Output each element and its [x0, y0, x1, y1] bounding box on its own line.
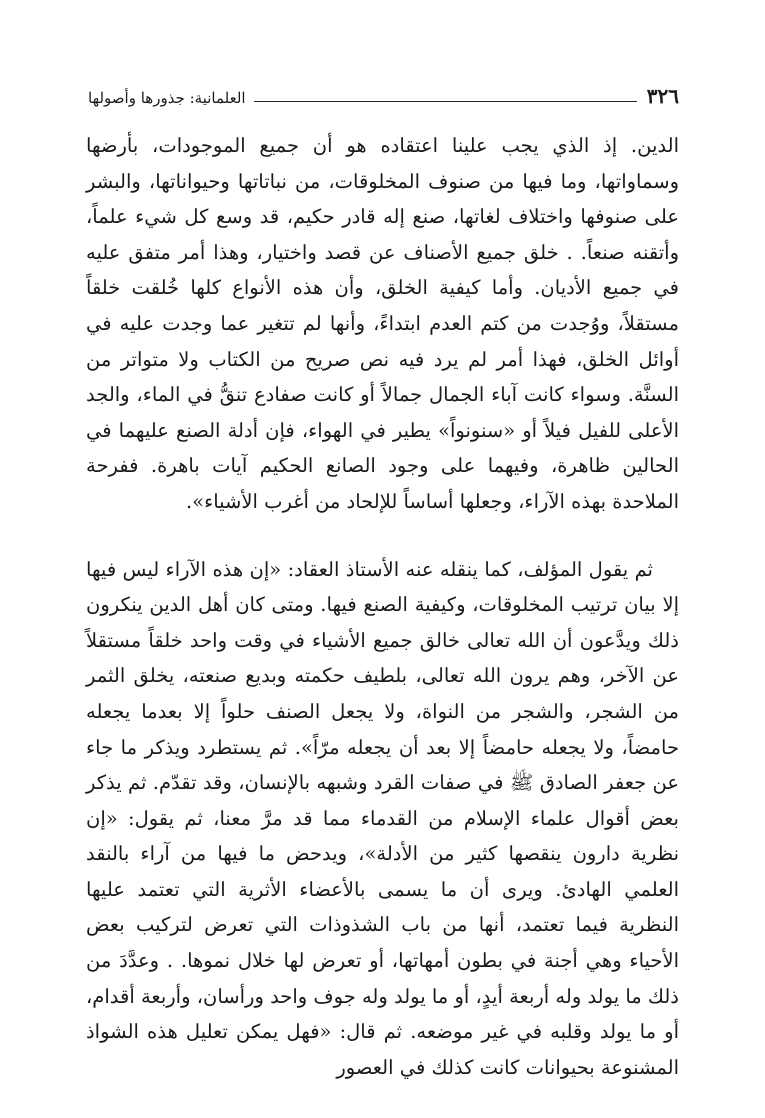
running-title: العلمانية: جذورها وأصولها: [88, 89, 246, 107]
page-number: ٣٢٦: [646, 84, 679, 108]
paragraph-2: ثم يقول المؤلف، كما ينقله عنه الأستاذ العقاد: «إن هذه الآراء ليس فيها إلا بيان ترتيب المخلوقات، وكيفية الصنع فيها. ومتى كان أهل الدين ينكرون ذلك ويدَّعون أن الله تعالى خالق جميع الأشياء في وقت واحد خلقاً مستقلاً عن الآخر، وهم يرون الله تعالى، بلطيف حكمته وبديع صنعته، يخلق الثمر من الشجر، والشجر من النواة، ولا يجعل الصنف حلواً إلا بعدما يجعله حامضاً، ولا يجعله حامضاً إلا بعد أن يجعله مرّاً». ثم يستطرد ويذكر ما جاء عن جعفر الصادق ﷺ في صفات القرد وشبهه بالإنسان، وقد تقدّم. ثم يذكر بعض أقوال علماء الإسلام من القدماء مما قد مرَّ معنا، ثم يقول: «إن نظرية دارون ينقصها كثير من الأدلة»، ويدحض ما فيها من آراء بالنقد العلمي الهادئ. ويرى أن ما يسمى بالأعضاء الأثرية التي تعتمد عليها النظرية فيما تعتمد، أنها من باب الشذوذات التي تعرض لتركيب بعض الأحياء وهي أجنة في بطون أمهاتها، أو تعرض لها خلال نموها. . وعدَّدَ من ذلك ما يولد وله أربعة أيدٍ، أو ما يولد وله جوف واحد ورأسان، وأربعة أقدام، أو ما يولد وقلبه في غير موضعه. ثم قال: «فهل يمكن تعليل هذه الشواذ المشنوعة بحيوانات كانت كذلك في العصور: [86, 557, 679, 1079]
page-header: [88, 82, 679, 108]
paragraph-1: الدين. إذ الذي يجب علينا اعتقاده هو أن جميع الموجودات، بأرضها وسماواتها، وما فيها من صنوف المخلوقات، من نباتاتها وحيواناتها، والبشر على صنوفها واختلاف لغاتها، صنع إله قادر حكيم، قد وسع كل شيء علماً، وأتقنه صنعاً. . خلق جميع الأصناف عن قصد واختيار، وهذا أمر متفق عليه في جميع الأديان. وأما كيفية الخلق، وأن هذه الأنواع كلها خُلقت خلقاً مستقلاً، ووُجدت من كتم العدم ابتداءً، وأنها لم تتغير عما وجدت عليه في أوائل الخلق، فهذا أمر لم يرد فيه نص صريح من الكتاب ولا متواتر من السنَّة. وسواء كانت آباء الجمال جمالاً أو كانت صفادع تنقُّ في الماء، والجد الأعلى للفيل فيلاً أو «سنونواً» يطير في الهواء، فإن أدلة الصنع عليهما في الحالين ظاهرة، وفيهما على وجود الصانع الحكيم آيات باهرة. ففرحة الملاحدة بهذه الآراء، وجعلها أساساً للإلحاد من أغرب الأشياء».: [86, 134, 679, 513]
body-text: [86, 128, 679, 1085]
header-rule: [254, 101, 637, 102]
